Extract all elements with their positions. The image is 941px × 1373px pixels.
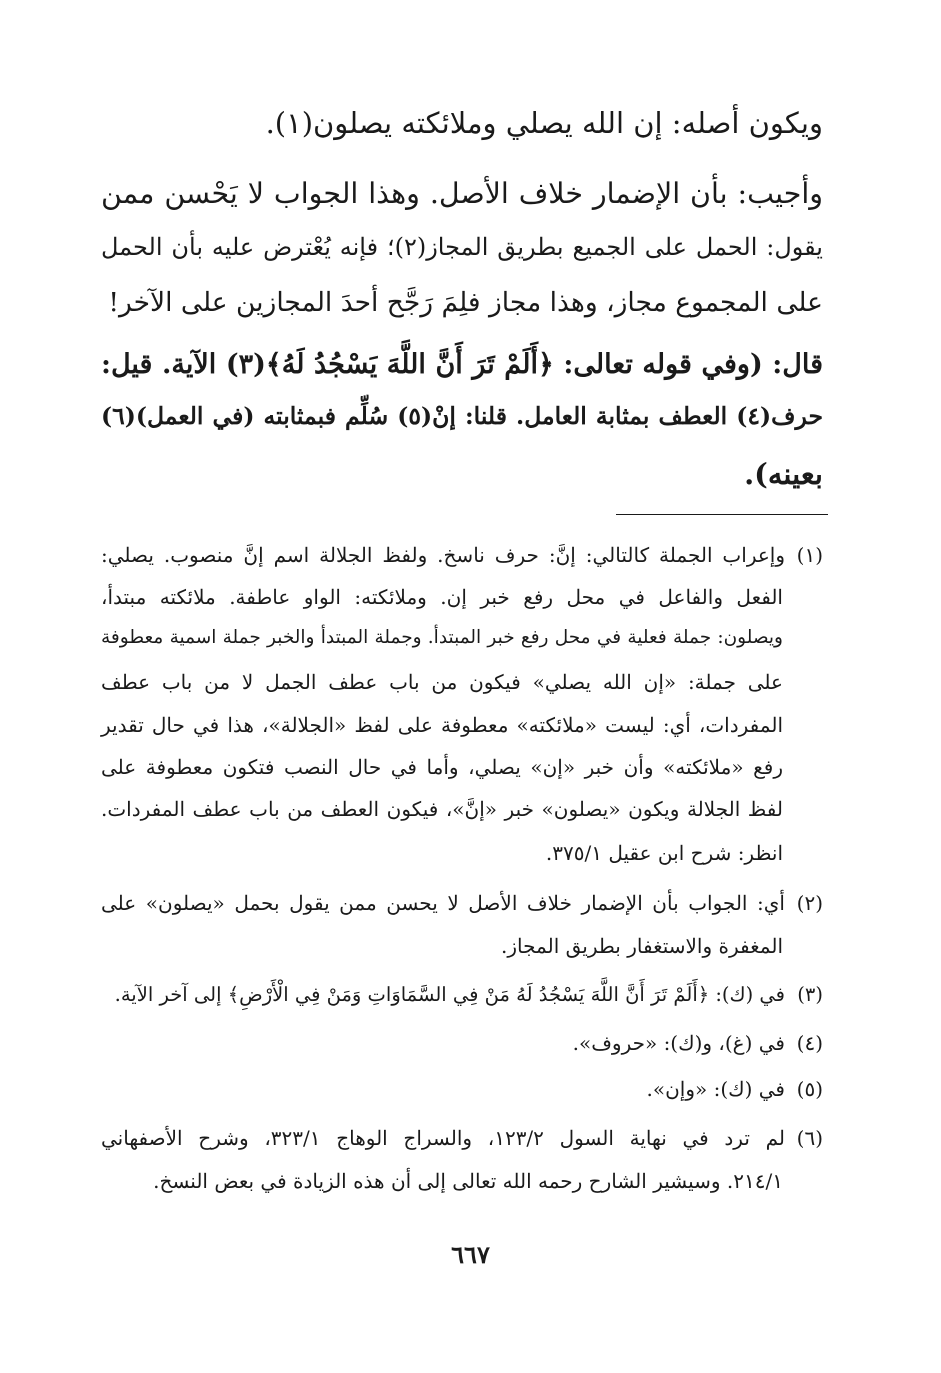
footnote-1-line-3: ويصلون: جملة فعلية في محل رفع خبر المبتدأ. وجملة المبتدأ والخبر جملة اسمية معطوفة	[101, 627, 783, 648]
footnote-3-number: (٣)	[797, 983, 823, 1006]
footnote-separator-rule	[616, 514, 828, 515]
footnote-1-text: وإعراب الجملة كالتالي: إنَّ: حرف ناسخ. ولفظ الجلالة اسم إنَّ منصوب. يصلي:	[101, 543, 785, 567]
footnote-6-number: (٦)	[796, 1126, 823, 1150]
footnote-1-line-4: على جملة: «إن الله يصلي» فيكون من باب عطف الجمل لا من باب عطف	[101, 670, 783, 694]
footnote-1-line-1	[101, 545, 823, 565]
footnote-6-text: لم ترد في نهاية السول ١٢٣/٢، والسراج الوهاج ٣٢٣/١، وشرح الأصفهاني	[101, 1126, 785, 1150]
footnote-1-line-7: لفظ الجلالة ويكون «يصلون» خبر «إنَّ»، فيكون العطف من باب عطف المفردات.	[101, 797, 783, 821]
footnote-1-line-5: المفردات، أي: ليست «ملائكته» معطوفة على لفظ «الجلالة»، هذا في حال تقدير	[101, 713, 783, 737]
footnote-1-line-6: رفع «ملائكته» وأن خبر «إن» يصلي، وأما في حال النصب فتكون معطوفة على	[101, 755, 783, 779]
footnote-2-line-2: المغفرة والاستغفار بطريق المجاز.	[501, 934, 783, 958]
main-line-1: ويكون أصله: إن الله يصلي وملائكته يصلون(١).	[265, 106, 823, 140]
footnote-1-line-2: الفعل والفاعل في محل رفع خبر إن. وملائكته: الواو عاطفة. ملائكته مبتدأ،	[101, 585, 783, 609]
footnote-5-number: (٥)	[796, 1077, 823, 1101]
main-line-7-bold: بعينه).	[744, 457, 823, 491]
footnote-5-line-1	[101, 1079, 823, 1099]
footnote-2-line-1	[101, 893, 823, 913]
footnote-1-number: (١)	[796, 543, 823, 567]
footnote-4-line-1	[101, 1033, 823, 1053]
footnote-4-number: (٤)	[796, 1031, 823, 1055]
footnote-1-line-8: انظر: شرح ابن عقيل ٣٧٥/١.	[545, 841, 783, 865]
page-number: ٦٦٧	[451, 1240, 490, 1269]
footnote-4-text: في (غ)، و(ك): «حروف».	[572, 1031, 785, 1055]
main-line-6-bold: حرف(٤) العطف بمثابة العامل. قلنا: إنْ(٥) سُلِّم فبمثابته (في العمل)(٦)	[101, 402, 823, 430]
main-line-2: وأجيب: بأن الإضمار خلاف الأصل. وهذا الجواب لا يَحْسن ممن	[101, 177, 823, 210]
footnote-2-text: أي: الجواب بأن الإضمار خلاف الأصل لا يحسن ممن يقول بحمل «يصلون» على	[101, 891, 785, 915]
footnote-5-text: في (ك): «وإن».	[646, 1077, 785, 1101]
footnote-3-line-1	[101, 985, 823, 1005]
footnote-3-text: في (ك): ﴿أَلَمْ تَرَ أَنَّ اللَّهَ يَسْجُدُ لَهُ مَنْ فِي السَّمَاوَاتِ وَمَنْ فِي الْأَرْضِ﴾ إلى آخر الآية.	[114, 983, 785, 1006]
footnote-2-number: (٢)	[796, 891, 823, 915]
main-line-5-bold: قال: (وفي قوله تعالى: ﴿أَلَمْ تَرَ أَنَّ اللَّهَ يَسْجُدُ لَهُ﴾(٣) الآية. قيل:	[101, 349, 823, 380]
footnote-6-line-1	[101, 1128, 823, 1148]
main-line-3: يقول: الحمل على الجميع بطريق المجاز(٢)؛ فإنه يُعْترض عليه بأن الحمل	[101, 233, 823, 261]
main-line-4: على المجموع مجاز، وهذا مجاز فلِمَ رَجَّح أحدَ المجازين على الآخر!	[108, 287, 823, 318]
footnote-6-line-2: ٢١٤/١. وسيشير الشارح رحمه الله تعالى إلى أن هذه الزيادة في بعض النسخ.	[153, 1169, 783, 1193]
